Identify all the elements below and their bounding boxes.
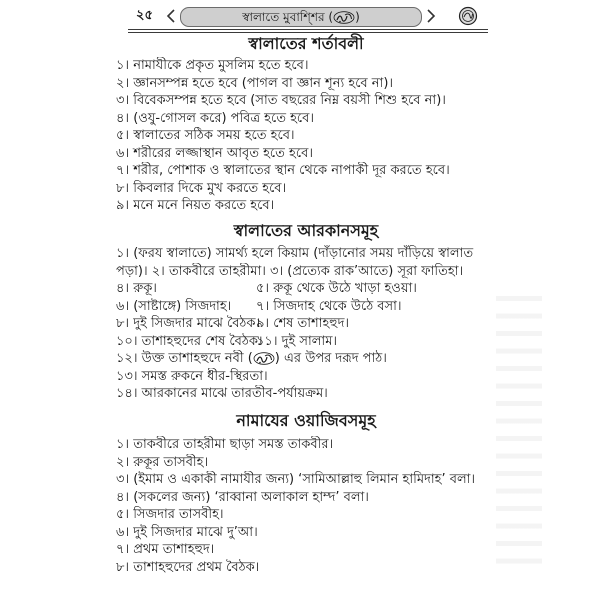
section-title-pillars: স্বালাতের আরকানসমূহ — [233, 221, 379, 240]
obligation-item: ৪। (সকলের জন্য) ‘রাব্বানা অলাকাল হাম্দ’ বলা। — [116, 489, 369, 505]
obligation-item: ৩। (ইমাম ও একাকী নামাযীর জন্য) ‘সামিআল্লাহু লিমান হামিদাহ’ বলা। — [116, 472, 476, 487]
pillar-row — [116, 315, 496, 333]
honorific-calligraphy-icon — [333, 11, 355, 24]
left-chevron-icon — [166, 8, 176, 24]
condition-item: ১। নামাযীকে প্রকৃত মুসলিম হতে হবে। — [116, 58, 309, 73]
paren-close: ) — [274, 351, 280, 366]
condition-item: ৮। কিবলার দিকে মুখ করতে হবে। — [116, 180, 287, 196]
condition-item: ৭। শরীর, পোশাক ও স্বালাতের স্থান থেকে নাপাকী দূর করতে হবে। — [116, 163, 450, 178]
page-number: ২৫ — [136, 8, 153, 23]
section-title-obligations: নামাযের ওয়াজিবসমূহ — [236, 411, 376, 430]
pillar-row — [116, 298, 496, 316]
condition-item: ৩। বিবেকসম্পন্ন হতে হবে (সাত বছরের নিম্ন বয়সী শিশু হবে না)। — [116, 93, 446, 108]
obligation-item: ৮। তাশাহহুদের প্রথম বৈঠক। — [116, 559, 260, 575]
pillar-item: ৯। শেষ তাশাহহুদ। — [256, 316, 350, 331]
reverse-page-show-through — [496, 296, 542, 564]
running-title: স্বালাতে মুবাশ্শির — [242, 10, 325, 24]
pillar-item: ৫। রুকূ থেকে উঠে খাড়া হওয়া। — [256, 281, 417, 296]
section-title-conditions: স্বালাতের শর্তাবলী — [248, 34, 364, 53]
obligation-item: ২। রুকূর তাসবীহ। — [116, 454, 209, 470]
pillar-item: ৬। (সাষ্টাঙ্গে) সিজদাহ। — [116, 298, 232, 314]
running-header — [128, 4, 488, 28]
conditions-list — [116, 57, 496, 215]
obligation-item: ১। তাকবীরে তাহরীমা ছাড়া সমস্ত তাকবীর। — [116, 437, 334, 452]
pillar-item: ১। (ফরয স্বালাতে) সামর্থ্য হলে কিয়াম (দাঁড়ানোর সময় দাঁড়িয়ে স্বালাত — [116, 246, 474, 261]
pillar-row — [116, 333, 496, 351]
obligation-item: ৭। প্রথম তাশাহহুদ। — [116, 542, 215, 557]
running-title-banner — [180, 7, 422, 27]
condition-item: ৯। মনে মনে নিয়ত করতে হবে। — [116, 198, 275, 213]
condition-item: ৬। শরীরের লজ্জাস্থান আবৃত হতে হবে। — [116, 145, 313, 161]
honorific-calligraphy-icon — [253, 352, 275, 365]
condition-item: ৫। স্বালাতের সঠিক সময় হতে হবে। — [116, 128, 295, 143]
paren-open: ( — [328, 10, 334, 24]
obligations-list — [116, 436, 496, 576]
pillar-item: ১১। দুই সালাম। — [256, 333, 338, 349]
pillar-item: ১০। তাশাহহুদের শেষ বৈঠক। — [116, 333, 263, 349]
obligation-item: ৬। দুই সিজদার মাঝে দু’আ। — [116, 524, 258, 540]
condition-item: ২। জ্ঞানসম্পন্ন হতে হবে (পাগল বা জ্ঞান শূন্য হবে না)। — [116, 75, 394, 91]
pillar-item: ৭। সিজদাহ থেকে উঠে বসা। — [256, 298, 402, 314]
condition-item: ৪। (ওযু-গোসল করে) পবিত্র হতে হবে। — [116, 110, 315, 126]
right-chevron-icon — [426, 8, 436, 24]
pillar-row — [116, 280, 496, 298]
pillars-list — [116, 245, 496, 403]
paren-open: ( — [247, 351, 253, 366]
pillar-item-text: এর উপর দরূদ পাঠ। — [284, 351, 387, 366]
pillar-item: ৮। দুই সিজদার মাঝে বৈঠক। — [116, 316, 261, 331]
pillar-item-text: ১২। উক্ত তাশাহহুদে নবী — [116, 351, 244, 366]
paren-close: ) — [355, 10, 360, 24]
pillar-item: ৪। রুকূ। — [116, 281, 157, 296]
publisher-emblem-icon — [458, 6, 478, 26]
pillar-item: পড়া)। ২। তাকবীরে তাহরীমা। ৩। (প্রত্যেক রাক’আতে) সূরা ফাতিহা। — [116, 263, 464, 279]
pillar-item: ১৩। সমস্ত রুকনে ধীর-স্থিরতা। — [116, 368, 268, 384]
pillar-item — [116, 350, 496, 368]
pillar-item: ১৪। আরকানের মাঝে তারতীব-পর্যায়ক্রম। — [116, 386, 328, 401]
obligation-item: ৫। সিজদার তাসবীহ। — [116, 507, 224, 522]
